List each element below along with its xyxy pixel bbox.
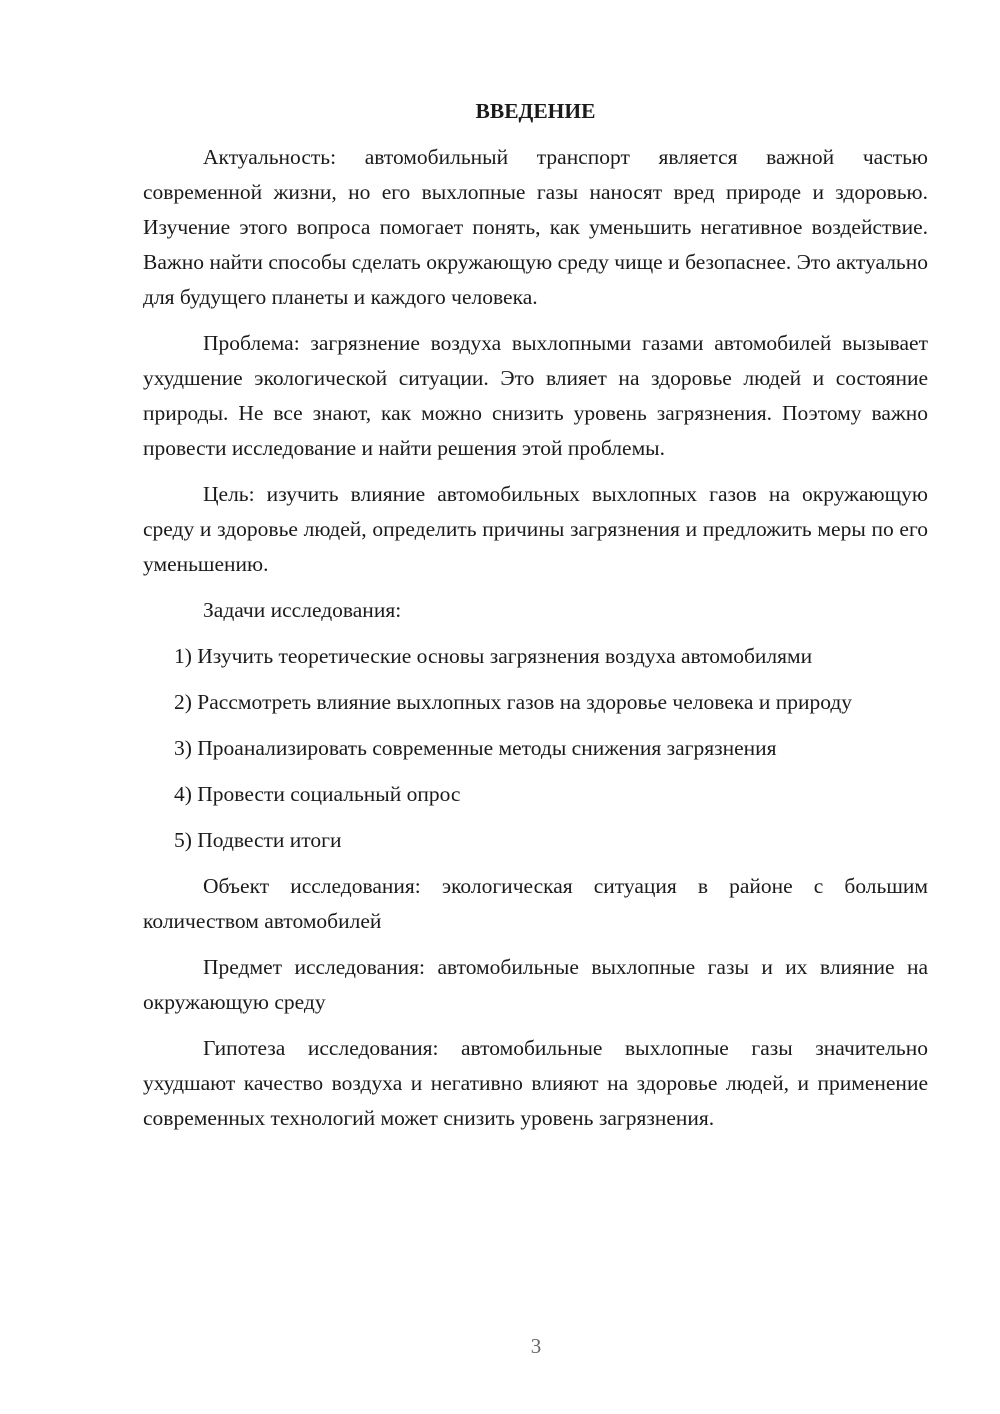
paragraph-relevance: Актуальность: автомобильный транспорт является важной частью современной жизни, но его выхлопные газы наносят вред природе и здоровью. Изучение этого вопроса помогает понять, как уменьшить негативное воздействие. Важно найти способы сделать окружающую среду чище и безопаснее. Это актуально для будущего планеты и каждого человека. (143, 145, 928, 309)
paragraph-hypothesis: Гипотеза исследования: автомобильные выхлопные газы значительно ухудшают качество воздуха и негативно влияют на здоровье людей, и применение современных технологий может снизить уровень загрязнения. (143, 1036, 928, 1130)
paragraph-object: Объект исследования: экологическая ситуация в районе с большим количеством автомобилей (143, 874, 928, 933)
list-item: 5) Подвести итоги (174, 828, 342, 852)
paragraph-problem: Проблема: загрязнение воздуха выхлопными газами автомобилей вызывает ухудшение экологической ситуации. Это влияет на здоровье людей и состояние природы. Не все знают, как можно снизить уровень загрязнения. Поэтому важно провести исследование и найти решения этой проблемы. (143, 331, 928, 460)
list-item: 3) Проанализировать современные методы снижения загрязнения (174, 736, 777, 760)
list-item: 2) Рассмотреть влияние выхлопных газов на здоровье человека и природу (174, 690, 853, 714)
paragraph-goal: Цель: изучить влияние автомобильных выхлопных газов на окружающую среду и здоровье людей, определить причины загрязнения и предложить меры по его уменьшению. (143, 482, 928, 576)
tasks-heading: Задачи исследования: (203, 598, 402, 622)
list-item: 1) Изучить теоретические основы загрязнения воздуха автомобилями (174, 644, 813, 668)
paragraph-subject: Предмет исследования: автомобильные выхлопные газы и их влияние на окружающую среду (143, 955, 928, 1014)
page-number: 3 (530, 1334, 542, 1358)
document-body (143, 96, 928, 1147)
tasks-list (143, 639, 928, 858)
list-item: 4) Провести социальный опрос (174, 782, 461, 806)
page-title: ВВЕДЕНИЕ (475, 99, 596, 123)
